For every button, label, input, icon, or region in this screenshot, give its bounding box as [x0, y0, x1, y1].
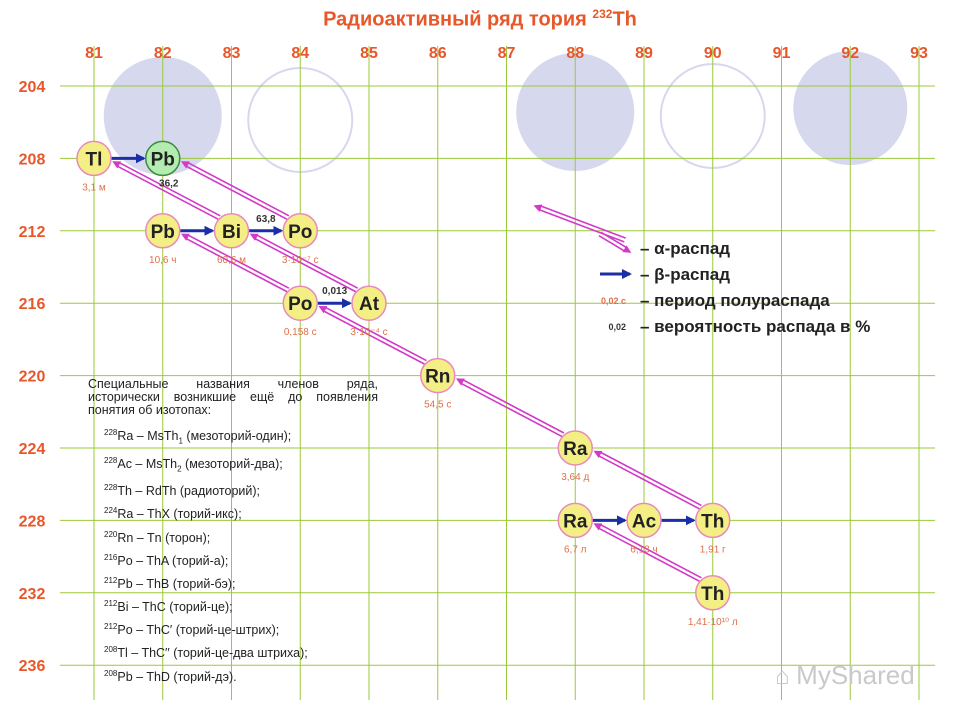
decay-probability: 36,2: [159, 178, 179, 190]
half-life-label: 1,91 г: [699, 544, 726, 556]
half-life-label: 3·10⁻⁷ с: [281, 254, 319, 266]
diagram-title: Радиоактивный ряд тория $^{232}$Th: [323, 7, 637, 31]
isotope-mass: 228: [104, 455, 118, 465]
legend-sample-probability: 0,02: [608, 322, 626, 332]
half-life-label: 60,6 м: [216, 254, 247, 266]
a-axis-label: 208: [18, 151, 46, 169]
half-life-label: 54,5 с: [424, 399, 452, 411]
decay-probability: 63,8: [256, 213, 276, 225]
a-axis-label: 224: [18, 441, 46, 458]
nuclide-symbol: Tl: [85, 149, 103, 171]
legend-sample-alpha-head: [625, 249, 630, 252]
isotope-index: 2: [177, 464, 182, 474]
alpha-decay-arrow-stroke: [187, 162, 289, 216]
nuclide-symbol: Th: [701, 583, 725, 605]
description-line: [88, 548, 378, 571]
half-life-label: 3·10⁻⁴ с: [350, 327, 388, 339]
alpha-decay-arrow-stroke: [460, 383, 562, 437]
isotope-name: Th – RdTh (радиоторий);: [117, 484, 260, 499]
half-life-label: 0,158 с: [283, 327, 317, 339]
isotope-mass: 208: [104, 668, 118, 678]
alpha-decay-arrow-stroke: [599, 452, 701, 506]
watermark-logo: ⌂ MyShared: [775, 660, 915, 690]
isotope-name: Po – ThA (торий-а);: [117, 553, 229, 568]
z-axis-label: 83: [222, 45, 241, 62]
isotope-index: 1: [178, 436, 183, 446]
z-axis-label: 93: [910, 45, 928, 62]
nuclide-symbol: Bi: [222, 221, 241, 243]
nuclide-symbol: Pb: [150, 149, 175, 171]
a-axis-label: 216: [18, 296, 46, 314]
nuclide-symbol: Pb: [150, 221, 175, 243]
z-axis-label: 86: [428, 45, 447, 62]
description-block: [88, 378, 378, 687]
z-axis-label: 82: [153, 45, 172, 62]
legend-text: – вероятность распада в %: [640, 317, 871, 336]
isotope-name: Pb – ThB (торий-бэ);: [117, 577, 236, 592]
half-life-label: 1,41·10¹⁰ л: [687, 616, 738, 628]
description-line: [88, 478, 378, 501]
description-line: [88, 571, 378, 594]
isotope-mass: 224: [104, 506, 118, 516]
a-axis-label: 204: [18, 79, 46, 96]
nuclide-symbol: At: [358, 294, 380, 316]
isotope-name: Tl – ThC′′ (торий-це-два штриха);: [117, 646, 308, 661]
description-line: [88, 640, 378, 663]
a-axis-label: 220: [18, 368, 46, 386]
legend-alpha-arrow-stroke: [539, 206, 625, 239]
description-line: [88, 525, 378, 548]
nuclide-symbol: Th: [701, 511, 725, 533]
z-axis-label: 90: [703, 45, 722, 62]
nuclide-symbol: Ac: [631, 511, 657, 533]
nuclide-symbol: Rn: [425, 366, 451, 388]
description-line: [88, 664, 378, 687]
description-intro: Специальные названия членов ряда, исторически возникшие ещё до появления понятия об изотопах:: [88, 377, 378, 417]
isotope-mass: 228: [104, 483, 118, 493]
isotope-alias: (мезоторий-два);: [181, 456, 283, 471]
half-life-label: 10,6 ч: [149, 254, 177, 266]
isotope-name: Ra – MsTh: [117, 429, 179, 444]
z-axis-label: 88: [566, 45, 585, 62]
isotope-mass: 212: [104, 575, 118, 585]
isotope-name: Rn – Tn (торон);: [117, 530, 211, 545]
legend-text: – α-распад: [640, 239, 731, 258]
nuclide-symbol: Ra: [563, 439, 588, 460]
isotope-mass: 216: [104, 552, 118, 562]
half-life-label: 6,7 л: [563, 544, 587, 556]
nuclide-symbol: Po: [288, 221, 313, 243]
z-axis-label: 89: [635, 45, 653, 62]
description-line: [88, 501, 378, 524]
half-life-label: 6,13 ч: [630, 544, 658, 556]
legend-alpha-arrow-stroke: [538, 209, 624, 242]
a-axis-label: 232: [18, 585, 46, 603]
isotope-mass: 208: [104, 645, 118, 655]
half-life-label: 3,64 д: [561, 472, 590, 483]
isotope-mass: 212: [104, 622, 118, 632]
description-line: [88, 423, 378, 451]
alpha-decay-arrow-stroke: [462, 379, 564, 433]
legend-text: – период полураспада: [640, 291, 830, 310]
isotope-mass: 220: [104, 529, 118, 539]
z-axis-label: 91: [772, 45, 791, 62]
z-axis-label: 87: [497, 45, 516, 62]
isotope-mass: 212: [104, 599, 118, 609]
half-life-label: 3,1 м: [82, 182, 106, 194]
nuclide-symbol: Ra: [563, 511, 588, 533]
description-line: [88, 594, 378, 617]
isotope-name: Pb – ThD (торий-дэ).: [117, 669, 237, 684]
isotope-name: Ra – ThX (торий-икс);: [117, 507, 242, 522]
a-axis-label: 228: [18, 513, 46, 531]
description-lines: [88, 423, 378, 687]
isotope-name: Bi – ThC (торий-це);: [117, 600, 233, 615]
z-axis-label: 85: [360, 45, 378, 62]
nuclide-symbol: Po: [288, 294, 313, 316]
alpha-decay-arrow-stroke: [597, 455, 699, 509]
z-axis-label: 81: [85, 45, 103, 62]
a-axis-label: 212: [18, 223, 46, 241]
decay-probability: 0,013: [322, 286, 348, 298]
a-axis-label: 236: [18, 658, 46, 676]
isotope-mass: 228: [104, 428, 118, 437]
isotope-name: Po – ThC′ (торий-це-штрих);: [117, 623, 280, 638]
legend-text: – β-распад: [640, 265, 731, 284]
z-axis-label: 84: [291, 45, 310, 62]
isotope-name: Ac – MsTh: [117, 456, 178, 471]
isotope-alias: (мезоторий-один);: [182, 429, 292, 444]
description-line: [88, 617, 378, 640]
z-axis-label: 92: [841, 45, 860, 62]
legend-sample-half-life: 0,02 с: [600, 296, 626, 306]
description-line: [88, 451, 378, 479]
alpha-decay-arrow-stroke: [185, 166, 287, 220]
